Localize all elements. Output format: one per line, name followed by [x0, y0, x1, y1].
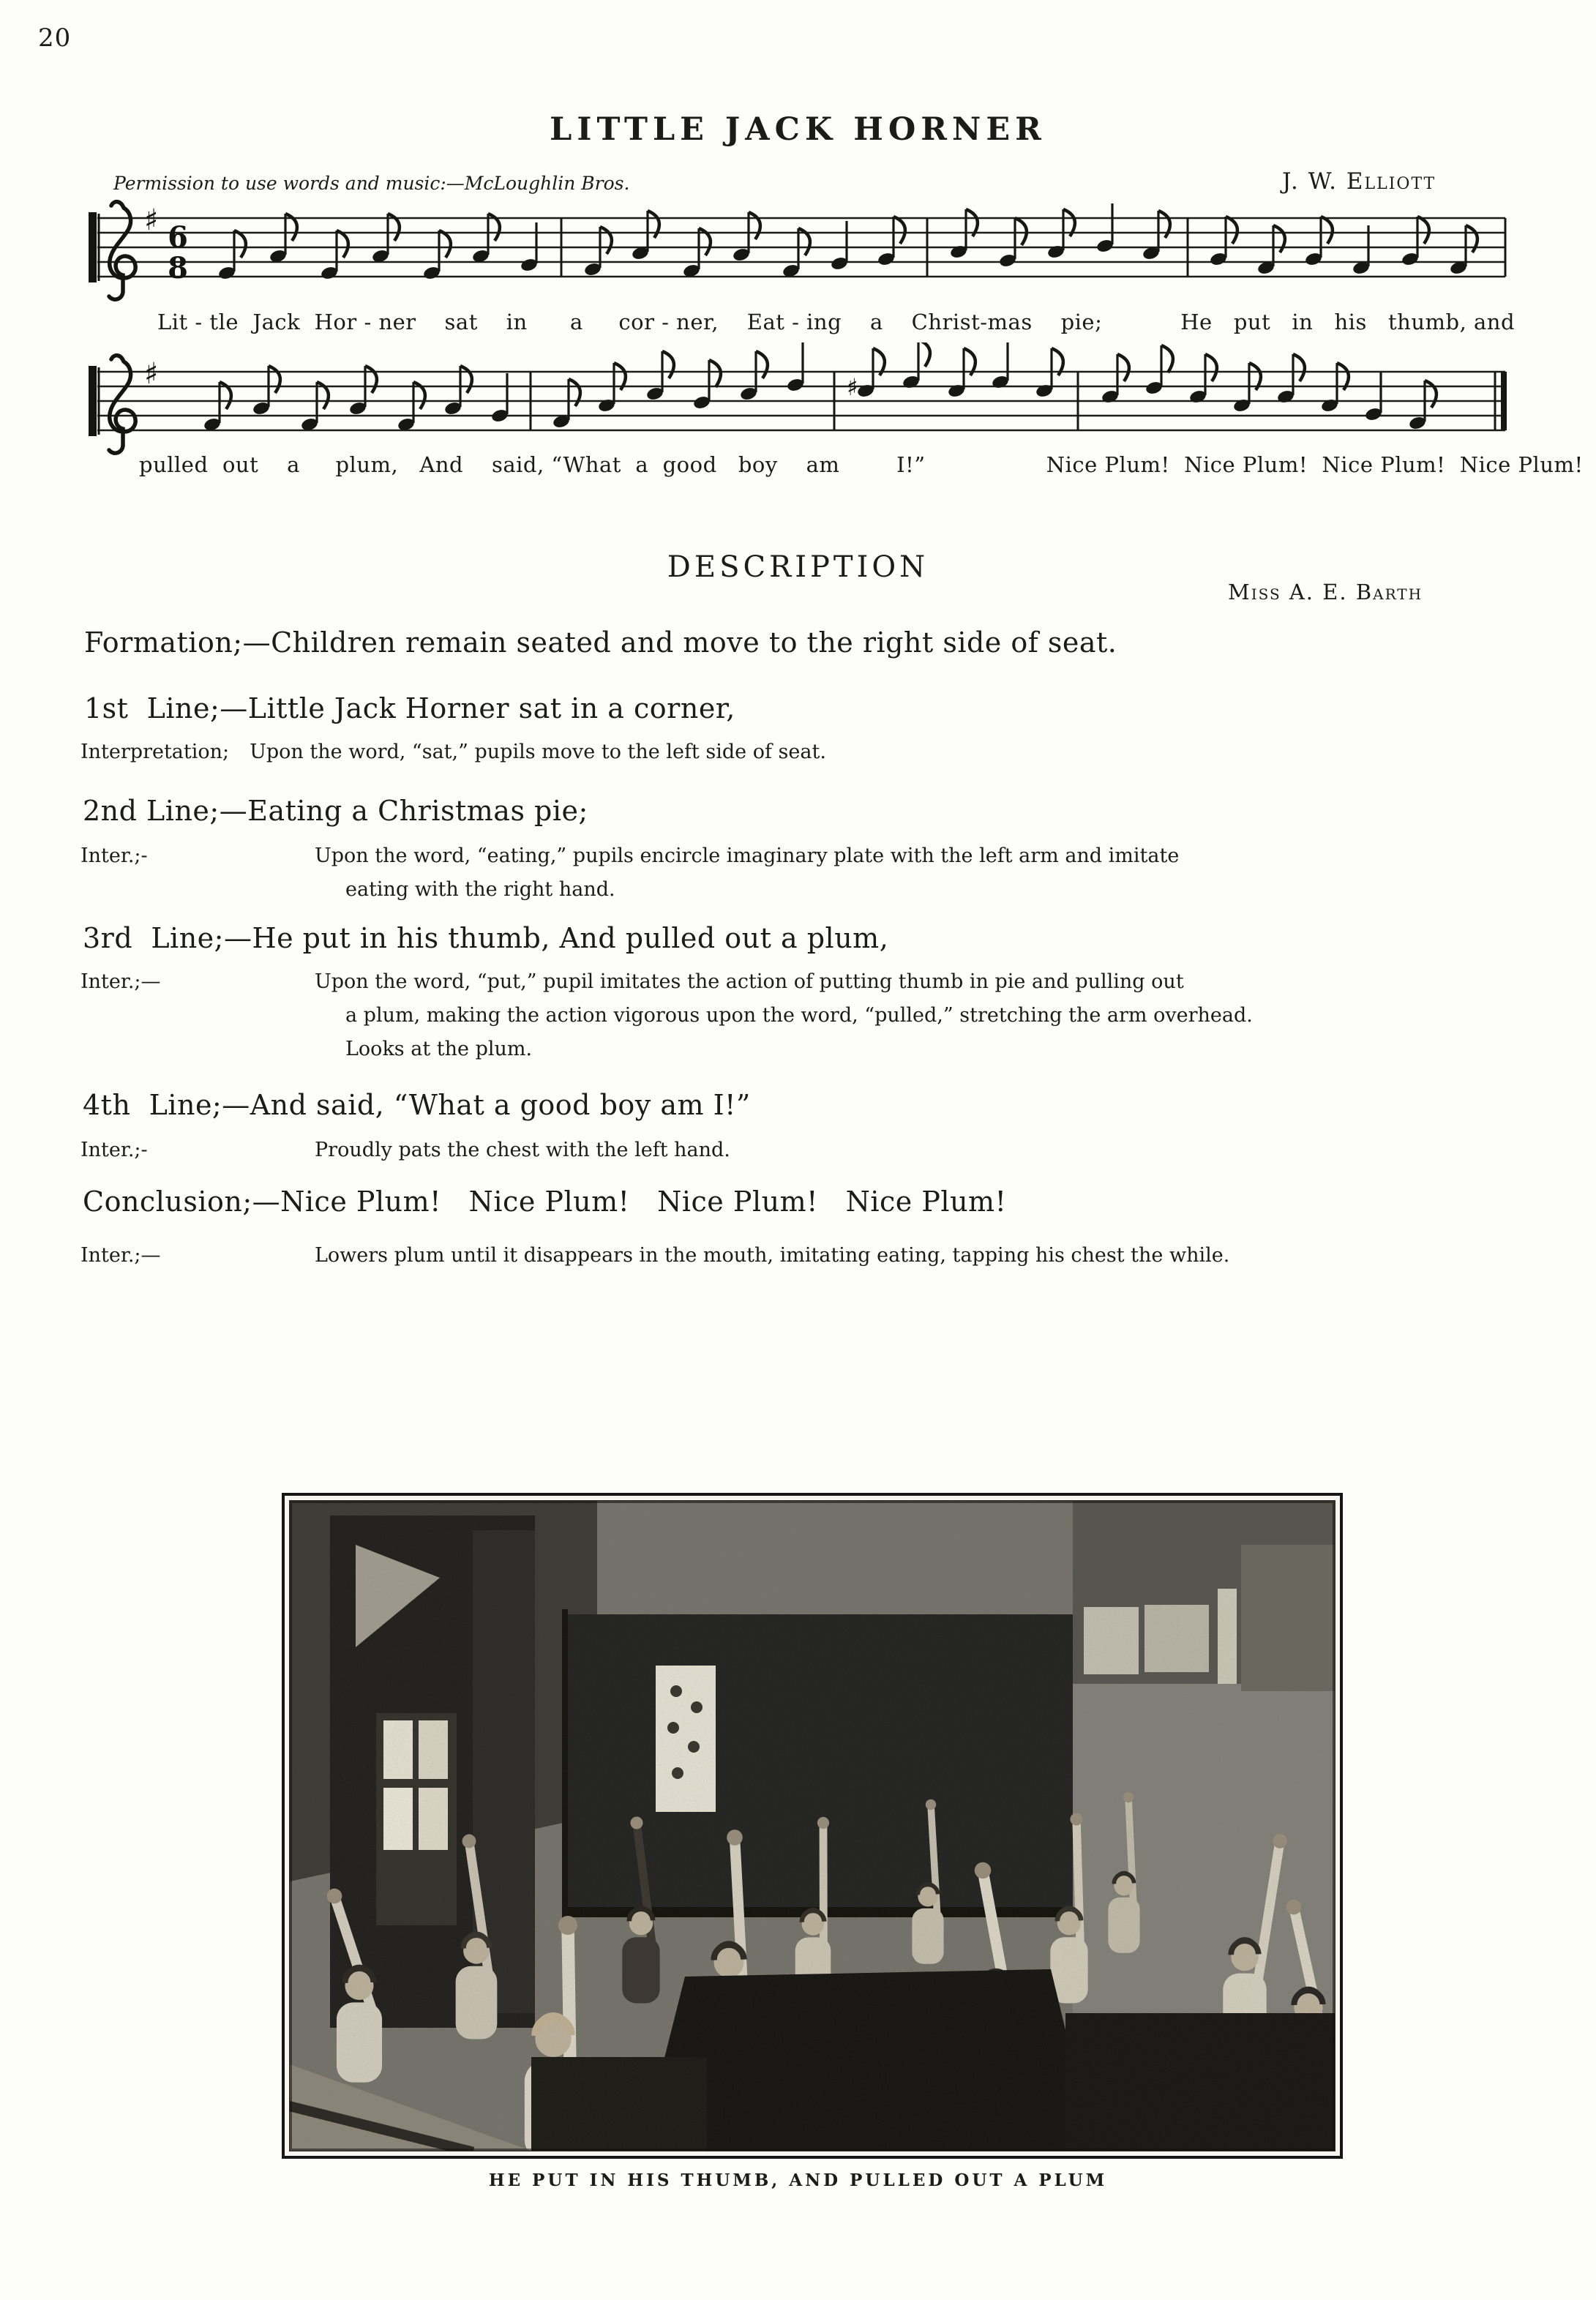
inter-label-conclusion: Inter.;—	[80, 1244, 161, 1267]
permission-credit: Permission to use words and music:—McLoughlin Bros.	[113, 173, 630, 194]
photo-caption: HE PUT IN HIS THUMB, AND PULLED OUT A PLUM	[488, 2170, 1108, 2190]
svg-text:6: 6	[168, 220, 188, 255]
inter-text-2b: eating with the right hand.	[345, 878, 615, 901]
svg-text:♯: ♯	[144, 203, 159, 237]
inter-text-2a: Upon the word, “eating,” pupils encircle imaginary plate with the left arm and imitate	[315, 844, 1180, 867]
inter-text-4: Proudly pats the chest with the left hand.	[315, 1139, 730, 1161]
inter-text-3a: Upon the word, “put,” pupil imitates the action of putting thumb in pie and pulling out	[315, 970, 1184, 993]
svg-text:♯: ♯	[144, 357, 159, 391]
inter-text-3b: a plum, making the action vigorous upon the word, “pulled,” stretching the arm overhead.	[345, 1004, 1253, 1027]
first-line-interpretation	[80, 741, 826, 763]
svg-text:♯: ♯	[847, 373, 858, 401]
composer-name: J. W. Elliott	[1282, 168, 1436, 195]
inter-text-conclusion: Lowers plum until it disappears in the mouth, imitating eating, tapping his chest the while.	[315, 1244, 1230, 1267]
sheet-music-staff-1	[77, 189, 1522, 307]
inter-label-2: Inter.;-	[80, 844, 148, 867]
fourth-line-heading: 4th Line;—And said, “What a good boy am I!”	[83, 1089, 751, 1121]
svg-text:8: 8	[168, 251, 188, 285]
conclusion-heading: Conclusion;—Nice Plum! Nice Plum! Nice Plum! Nice Plum!	[83, 1185, 1007, 1218]
lyrics-line-2: pulled out a plum, And said, “What a good boy am I!” Nice Plum! Nice Plum! Nice Plum! Nice Plum!	[139, 452, 1584, 477]
inter-label-3: Inter.;—	[80, 970, 161, 993]
second-line-heading: 2nd Line;—Eating a Christmas pie;	[83, 795, 588, 827]
lyrics-line-1: Lit - tle Jack Hor - ner sat in a cor - ner, Eat - ing a Christ-mas pie; He put in his thumb, and	[157, 310, 1516, 334]
page-number: 20	[38, 23, 72, 53]
sheet-music-staff-2	[77, 342, 1522, 461]
classroom-photo-scene	[290, 1501, 1335, 2151]
description-author: Miss A. E. Barth	[1228, 580, 1423, 604]
inter-text-3c: Looks at the plum.	[345, 1038, 533, 1060]
first-line-heading: 1st Line;—Little Jack Horner sat in a corner,	[84, 692, 735, 724]
third-line-heading: 3rd Line;—He put in his thumb, And pulled out a plum,	[83, 922, 889, 954]
interpretation-text: Upon the word, “sat,” pupils move to the left side of seat.	[250, 741, 826, 763]
description-heading: DESCRIPTION	[667, 550, 929, 584]
inter-label-4: Inter.;-	[80, 1139, 148, 1161]
formation-line: Formation;—Children remain seated and move to the right side of seat.	[84, 626, 1117, 659]
classroom-photograph	[282, 1493, 1343, 2159]
song-title: LITTLE JACK HORNER	[550, 111, 1046, 148]
interpretation-label: Interpretation;	[80, 741, 230, 763]
